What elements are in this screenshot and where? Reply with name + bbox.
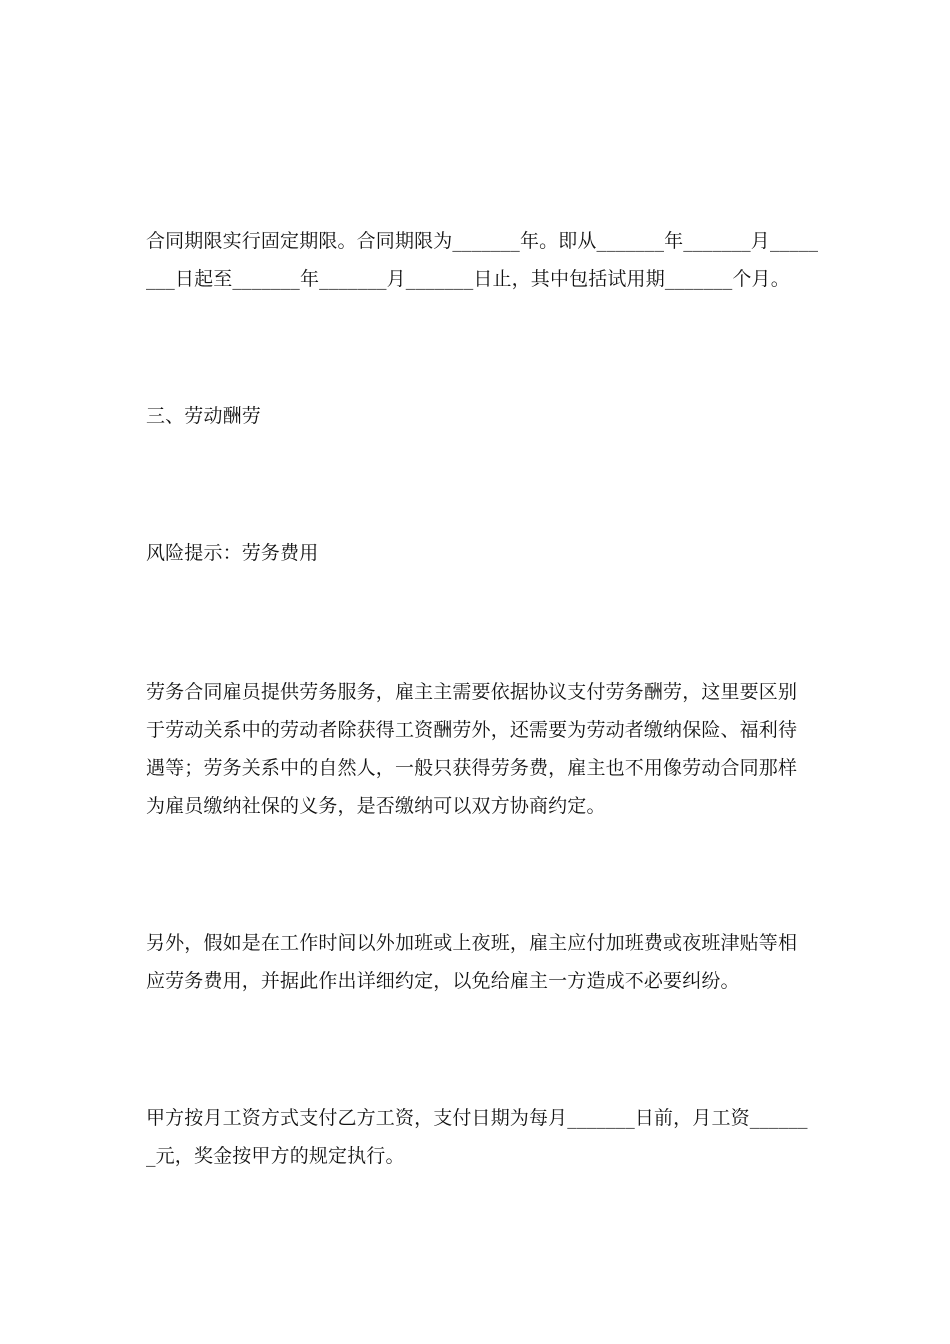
fees-paragraph-line-4: 为雇员缴纳社保的义务，是否缴纳可以双方协商约定。	[146, 795, 606, 817]
salary-paragraph-line-1: 甲方按月工资方式支付乙方工资，支付日期为每月_______日前，月工资______	[146, 1107, 808, 1129]
section-heading: 三、劳动酬劳	[146, 405, 261, 427]
overtime-paragraph-line-1: 另外，假如是在工作时间以外加班或上夜班，雇主应付加班费或夜班津贴等相	[146, 932, 798, 954]
risk-tip-heading: 风险提示：劳务费用	[146, 542, 319, 564]
fees-paragraph-line-1: 劳务合同雇员提供劳务服务，雇主主需要依据协议支付劳务酬劳，这里要区别	[146, 681, 798, 703]
salary-paragraph-line-2: _元，奖金按甲方的规定执行。	[146, 1145, 405, 1167]
term-clause-line-2: ___日起至_______年_______月_______日止，其中包括试用期_______个月。	[146, 268, 790, 290]
fees-paragraph-line-3: 遇等；劳务关系中的自然人，一般只获得劳务费，雇主也不用像劳动合同那样	[146, 757, 798, 779]
fees-paragraph-line-2: 于劳动关系中的劳动者除获得工资酬劳外，还需要为劳动者缴纳保险、福利待	[146, 719, 798, 741]
term-clause-line-1: 合同期限实行固定期限。合同期限为_______年。即从_______年_______月_____	[146, 230, 819, 252]
overtime-paragraph-line-2: 应劳务费用，并据此作出详细约定，以免给雇主一方造成不必要纠纷。	[146, 970, 740, 992]
